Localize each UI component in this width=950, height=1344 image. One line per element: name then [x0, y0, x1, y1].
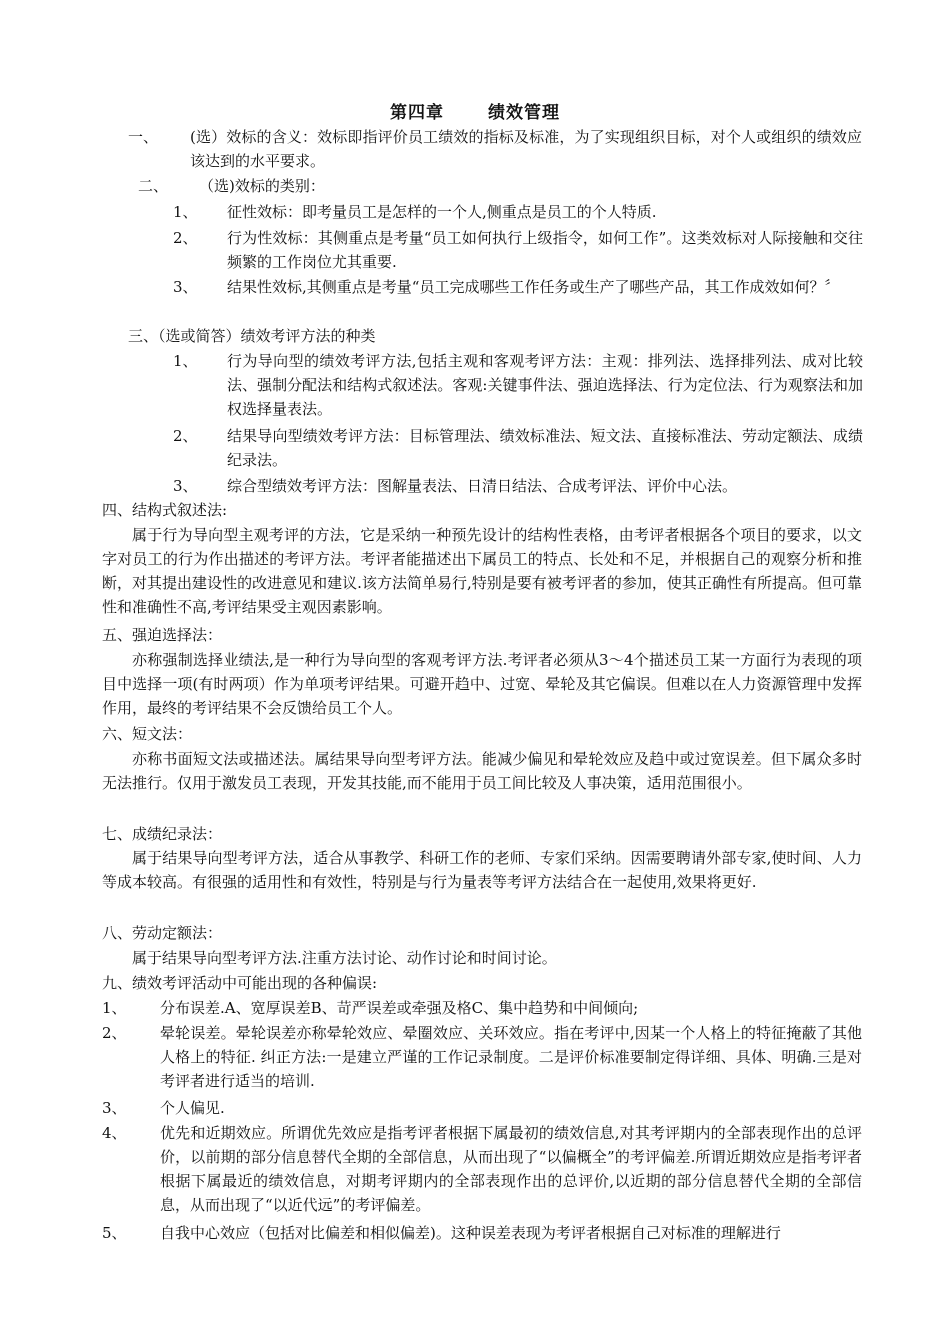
section-4-body: 属于行为导向型主观考评的方法，它是采纳一种预先设计的结构性表格，由考评者根据各个项目的要求，以文字对员工的行为作出描述的考评方法。考评者能描述出下属员工的特点、长处和不足，并根据自己的观察分析和推断，对其提出建设性的改进意见和建议.该方法简单易行,特别是要有被考评者的参加，使其正确性有所提高。但可靠性和准确性不高,考评结果受主观因素影响。	[102, 526, 862, 616]
list-item-number: 3、	[173, 477, 198, 495]
list-item-number: 2、	[102, 1024, 127, 1042]
section-5-body: 亦称强制选择业绩法,是一种行为导向型的客观考评方法.考评者必须从3～4个描述员工某一方面行为表现的项目中选择一项(有时两项）作为单项考评结果。可避开趋中、过宽、晕轮及其它偏误。但难以在人力资源管理中发挥作用，最终的考评结果不会反馈给员工个人。	[102, 651, 862, 717]
section-3-heading: 三、（选或简答）绩效考评方法的种类	[128, 327, 376, 345]
list-item-number: 1、	[173, 203, 198, 221]
section-2-heading: （选)效标的类别：	[199, 177, 325, 195]
section-4-heading: 四、结构式叙述法:	[102, 501, 228, 519]
list-item-number: 3、	[173, 278, 198, 296]
list-item-text: 个人偏见.	[160, 1099, 225, 1117]
list-item-text: 结果性效标,其侧重点是考量“员工完成哪些工作任务或生产了哪些产品，其工作成效如何？〞	[227, 278, 840, 296]
section-6-heading: 六、短文法：	[102, 725, 193, 743]
list-item-text: 行为导向型的绩效考评方法,包括主观和客观考评方法：主观：排列法、选择排列法、成对比较法、强制分配法和结构式叙述法。客观:关键事件法、强迫选择法、行为定位法、行为观察法和加权选择量表法。	[227, 352, 863, 418]
list-item-text: 分布误差.A、宽厚误差B、苛严误差或牵强及格C、集中趋势和中间倾向;	[160, 999, 639, 1017]
section-5-heading: 五、强迫选择法：	[102, 626, 223, 644]
page-title	[0, 101, 950, 125]
section-7-heading: 七、成绩纪录法：	[102, 825, 223, 843]
section-8-body: 属于结果导向型考评方法.注重方法讨论、动作讨论和时间讨论。	[132, 949, 557, 967]
section-1-text: (选）效标的含义：效标即指评价员工绩效的指标及标准，为了实现组织目标，对个人或组织的绩效应该达到的水平要求。	[190, 128, 862, 170]
list-item-text: 自我中心效应（包括对比偏差和相似偏差)。这种误差表现为考评者根据自己对标准的理解进行	[160, 1224, 781, 1242]
list-item-number: 5、	[102, 1224, 127, 1242]
list-item-text: 晕轮误差。晕轮误差亦称晕轮效应、晕圈效应、关环效应。指在考评中,因某一个人格上的特征掩蔽了其他人格上的特征. 纠正方法:一是建立严谨的工作记录制度。二是评价标准要制定得详细、具体、明确.三是对考评者进行适当的培训.	[160, 1024, 862, 1090]
list-item-text: 优先和近期效应。所谓优先效应是指考评者根据下属最初的绩效信息,对其考评期内的全部表现作出的总评价，以前期的部分信息替代全期的全部信息，从而出现了“以偏概全”的考评偏差.所谓近期效应是指考评者根据下属最近的绩效信息，对期考评期内的全部表现作出的总评价,以近期的部分信息替代全期的全部信息，从而出现了“以近代远”的考评偏差。	[160, 1124, 862, 1214]
chapter-label: 第四章	[390, 103, 444, 123]
list-item-number: 1、	[173, 352, 198, 370]
list-item-number: 1、	[102, 999, 127, 1017]
section-6-body: 亦称书面短文法或描述法。属结果导向型考评方法。能减少偏见和晕轮效应及趋中或过宽误差。但下属众多时无法推行。仅用于激发员工表现，开发其技能,而不能用于员工间比较及人事决策，适用范围很小。	[102, 750, 862, 792]
list-item-text: 行为性效标：其侧重点是考量“员工如何执行上级指令，如何工作”。这类效标对人际接触和交往频繁的工作岗位尤其重要.	[227, 229, 863, 271]
list-item-number: 2、	[173, 229, 198, 247]
chapter-name: 绩效管理	[488, 103, 560, 123]
list-item-number: 3、	[102, 1099, 127, 1117]
list-item-number: 4、	[102, 1124, 127, 1142]
section-1-number: 一、	[128, 128, 159, 146]
section-8-heading: 八、劳动定额法：	[102, 924, 223, 942]
section-2-number: 二、	[138, 177, 169, 195]
section-9-heading: 九、绩效考评活动中可能出现的各种偏误:	[102, 974, 378, 992]
list-item-text: 征性效标：即考量员工是怎样的一个人,侧重点是员工的个人特质.	[227, 203, 657, 221]
section-7-body: 属于结果导向型考评方法，适合从事教学、科研工作的老师、专家们采纳。因需要聘请外部专家,使时间、人力等成本较高。有很强的适用性和有效性，特别是与行为量表等考评方法结合在一起使用,效果将更好.	[102, 849, 862, 891]
list-item-number: 2、	[173, 427, 198, 445]
list-item-text: 结果导向型绩效考评方法：目标管理法、绩效标准法、短文法、直接标准法、劳动定额法、成绩纪录法。	[227, 427, 863, 469]
list-item-text: 综合型绩效考评方法：图解量表法、日清日结法、合成考评法、评价中心法。	[227, 477, 738, 495]
